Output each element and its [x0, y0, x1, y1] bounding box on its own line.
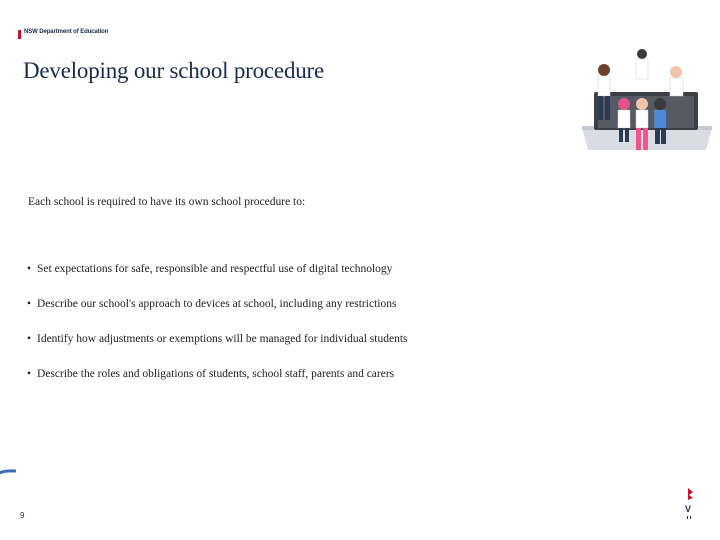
bullet-icon: •	[27, 263, 32, 275]
slide-title: Developing our school procedure	[23, 58, 325, 83]
decorative-arc	[0, 466, 20, 496]
intro-text: Each school is required to have its own school procedure to:	[28, 196, 306, 208]
bullet-list	[27, 263, 408, 403]
list-item	[27, 333, 408, 368]
department-label: NSW Department of Education	[24, 29, 109, 35]
bullet-icon: •	[27, 298, 32, 310]
list-item-text: Set expectations for safe, responsible and respectful use of digital technology	[37, 263, 393, 275]
list-item	[27, 368, 408, 403]
list-item	[27, 298, 408, 333]
list-item-text: Identify how adjustments or exemptions will be managed for individual students	[37, 333, 408, 345]
bullet-icon: •	[27, 368, 32, 380]
page-number: 9	[20, 511, 25, 520]
people-with-laptop-illustration	[578, 46, 716, 158]
list-item-text: Describe our school's approach to devices at school, including any restrictions	[37, 298, 397, 310]
header-accent-bar	[18, 30, 21, 39]
list-item-text: Describe the roles and obligations of students, school staff, parents and carers	[37, 368, 395, 380]
svg-text:V: V	[685, 504, 692, 514]
list-item	[27, 263, 408, 298]
bullet-icon: •	[27, 333, 32, 345]
waratah-logo-icon	[684, 486, 698, 522]
